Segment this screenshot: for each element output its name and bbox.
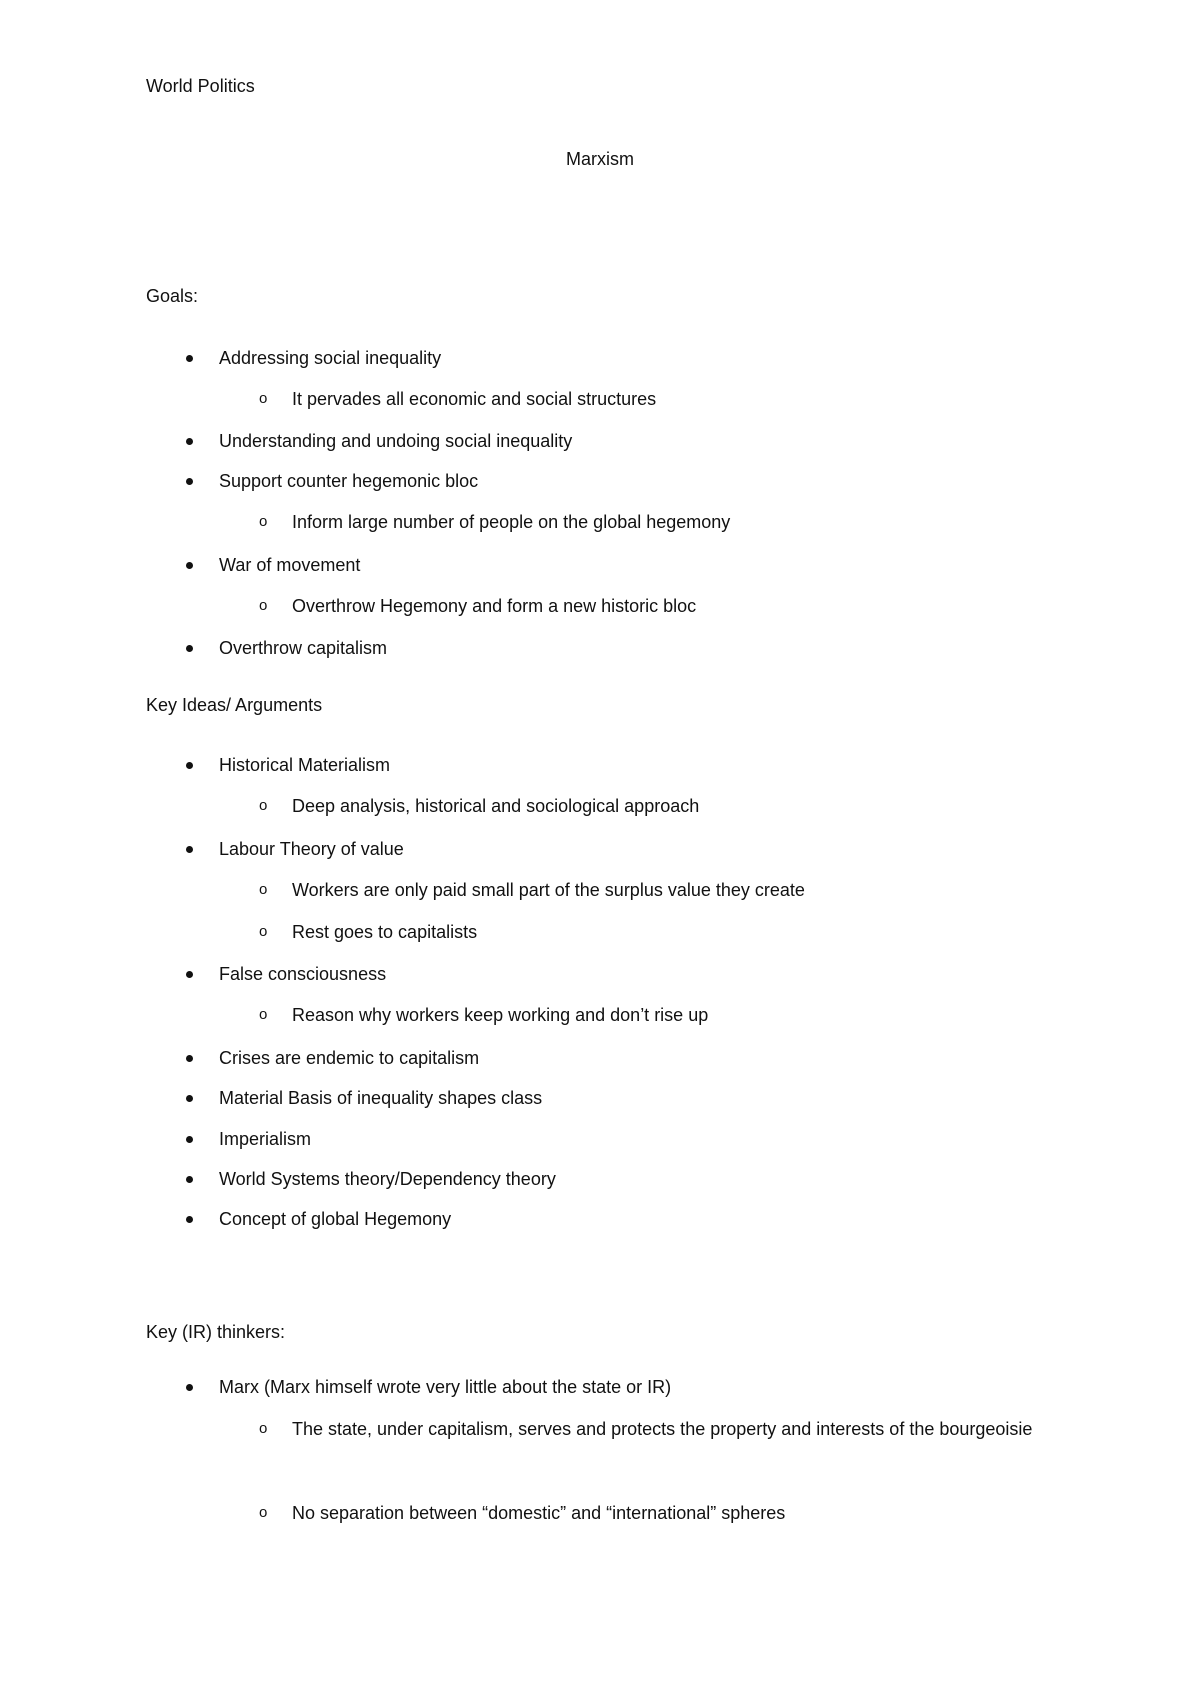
sub-list-item: It pervades all economic and social structures — [292, 389, 657, 409]
sub-list-item: Deep analysis, historical and sociological approach — [292, 796, 700, 816]
bullet-icon — [186, 1384, 193, 1391]
list-item: Overthrow capitalism — [219, 638, 388, 658]
sub-bullet-icon: o — [259, 881, 268, 898]
sub-list-item: Overthrow Hegemony and form a new historic bloc — [292, 596, 697, 616]
sub-list-item: No separation between “domestic” and “international” spheres — [292, 1503, 786, 1523]
list-item: Addressing social inequality — [219, 348, 442, 368]
section-heading-key-ideas: Key Ideas/ Arguments — [146, 695, 323, 715]
section-heading-key-thinkers: Key (IR) thinkers: — [146, 1322, 286, 1342]
list-item: Concept of global Hegemony — [219, 1209, 452, 1229]
list-item: World Systems theory/Dependency theory — [219, 1169, 556, 1189]
sub-bullet-icon: o — [259, 1420, 268, 1437]
sub-list-item: Reason why workers keep working and don’t rise up — [292, 1005, 709, 1025]
bullet-icon — [186, 355, 193, 362]
list-item: Imperialism — [219, 1129, 312, 1149]
section-heading-goals: Goals: — [146, 286, 199, 306]
bullet-icon — [186, 645, 193, 652]
bullet-icon — [186, 478, 193, 485]
list-item: Labour Theory of value — [219, 839, 404, 859]
bullet-icon — [186, 1136, 193, 1143]
sub-bullet-icon: o — [259, 390, 268, 407]
sub-bullet-icon: o — [259, 513, 268, 530]
document-header: World Politics — [146, 76, 255, 96]
bullet-icon — [186, 438, 193, 445]
sub-list-item: Inform large number of people on the global hegemony — [292, 512, 731, 532]
bullet-icon — [186, 562, 193, 569]
list-item: Marx (Marx himself wrote very little about the state or IR) — [219, 1377, 672, 1397]
bullet-icon — [186, 1216, 193, 1223]
sub-list-item: Rest goes to capitalists — [292, 922, 478, 942]
bullet-icon — [186, 1055, 193, 1062]
bullet-icon — [186, 762, 193, 769]
list-item: War of movement — [219, 555, 361, 575]
sub-bullet-icon: o — [259, 1504, 268, 1521]
bullet-icon — [186, 1095, 193, 1102]
sub-bullet-icon: o — [259, 797, 268, 814]
bullet-icon — [186, 846, 193, 853]
list-item: Historical Materialism — [219, 755, 391, 775]
sub-bullet-icon: o — [259, 597, 268, 614]
bullet-icon — [186, 971, 193, 978]
sub-list-item: The state, under capitalism, serves and protects the property and interests of the bourgeoisie — [292, 1419, 1033, 1439]
list-item: False consciousness — [219, 964, 387, 984]
list-item: Material Basis of inequality shapes class — [219, 1088, 543, 1108]
bullet-icon — [186, 1176, 193, 1183]
sub-list-item: Workers are only paid small part of the surplus value they create — [292, 880, 805, 900]
list-item: Understanding and undoing social inequality — [219, 431, 573, 451]
sub-bullet-icon: o — [259, 1006, 268, 1023]
sub-bullet-icon: o — [259, 923, 268, 940]
document-title: Marxism — [566, 149, 634, 169]
list-item: Support counter hegemonic bloc — [219, 471, 479, 491]
list-item: Crises are endemic to capitalism — [219, 1048, 480, 1068]
